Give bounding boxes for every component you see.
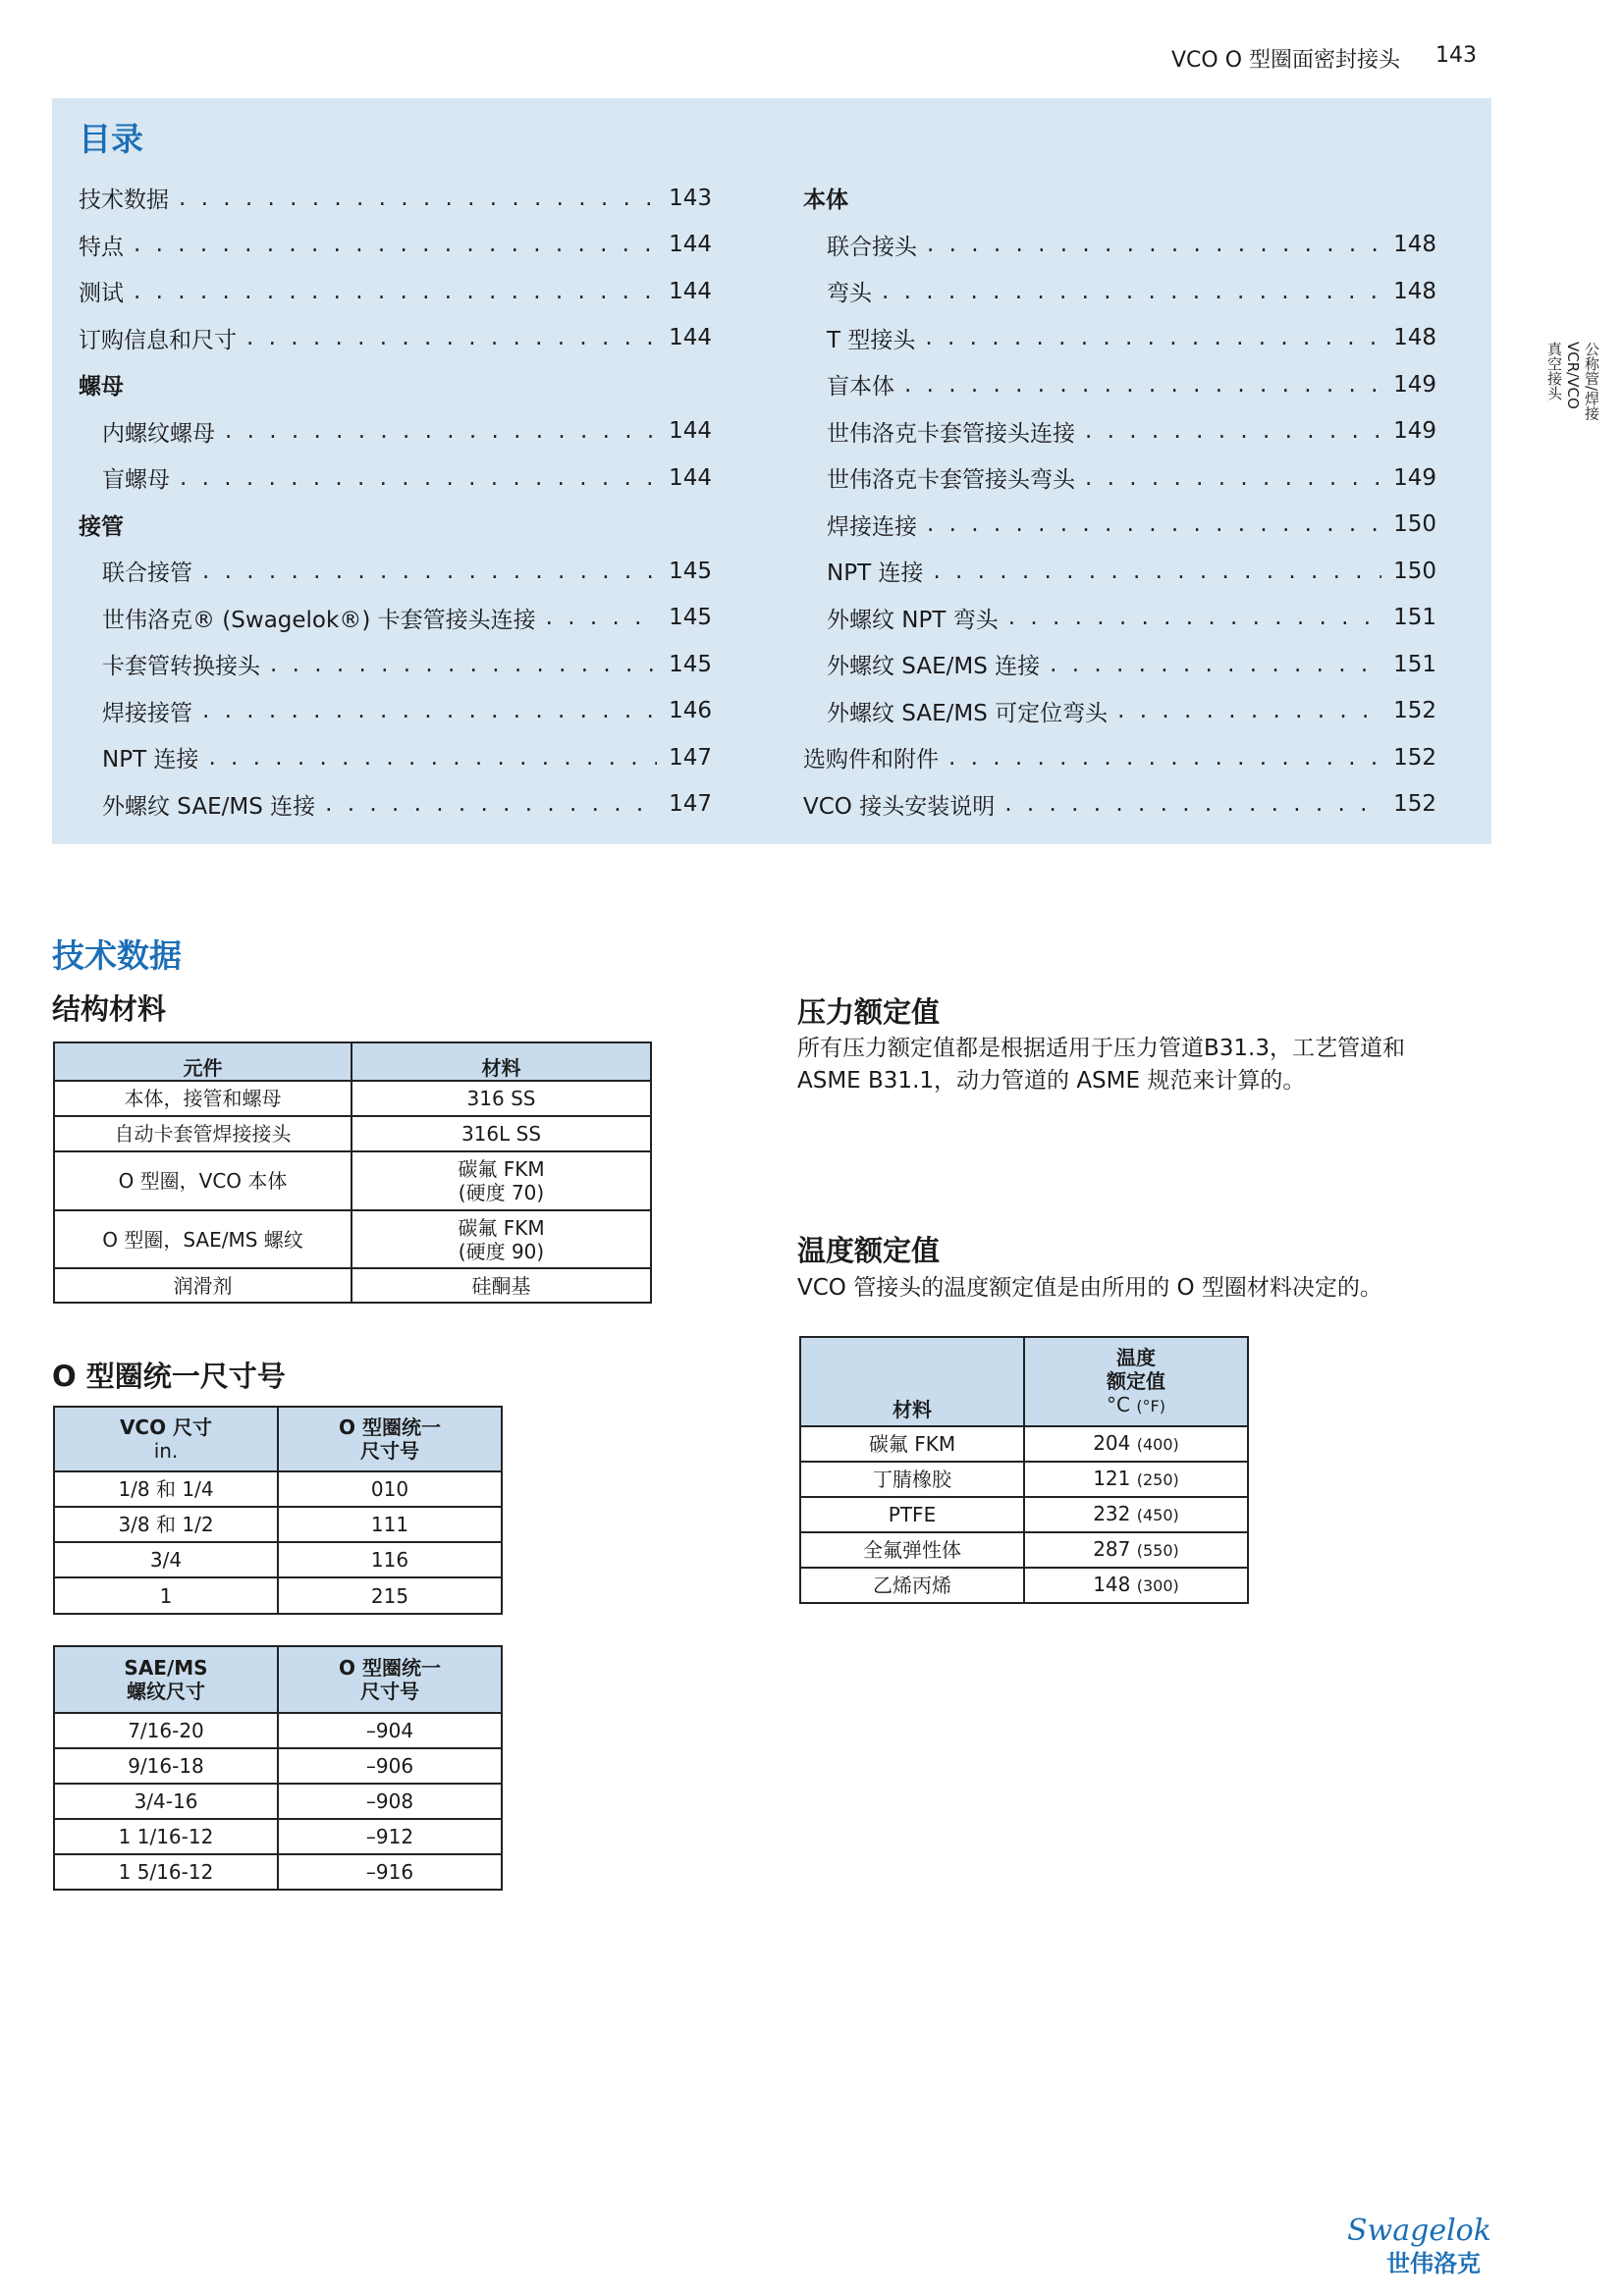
toc-entry-label: 外螺纹 SAE/MS 可定位弯头 (827, 700, 1109, 726)
oring-sae-table (53, 1645, 503, 1891)
toc-leader-dots (927, 511, 1381, 537)
toc-entry-label: 选购件和附件 (803, 747, 939, 774)
cell-line: 碳氟 FKM (458, 1215, 545, 1240)
toc-leader-dots (948, 745, 1381, 771)
toc-leader-dots (134, 279, 657, 304)
toc-entry-label: 盲螺母 (102, 467, 170, 494)
toc-leader-dots (904, 372, 1381, 398)
toc-entry-label: 螺母 (79, 374, 124, 400)
temp-c: 232 (1093, 1502, 1131, 1525)
table-cell: 3/8 和 1/2 (54, 1507, 278, 1542)
table-row (54, 1577, 502, 1614)
toc-leader-dots (882, 279, 1381, 304)
table-cell: 3/4 (54, 1542, 278, 1577)
table-cell: 润滑剂 (54, 1268, 352, 1303)
toc-entry-page: 147 (669, 791, 712, 818)
toc-entry[interactable] (803, 641, 1436, 688)
toc-leader-dots (202, 698, 657, 723)
oring-heading: O 型圈统一尺寸号 (52, 1360, 286, 1393)
logo-wordmark: Swagelok (1347, 2214, 1490, 2248)
table-cell: 丁腈橡胶 (800, 1462, 1024, 1497)
side-tab-line: 公称管/焊接 (1583, 342, 1600, 421)
side-tab-line: 真空接头 (1545, 342, 1563, 400)
table-row (54, 1713, 502, 1748)
toc-entry-label: 卡套管转换接头 (102, 654, 260, 680)
materials-table (53, 1041, 652, 1304)
toc-entry-page: 150 (1393, 511, 1436, 538)
toc-entry[interactable] (803, 222, 1436, 269)
table-row (800, 1426, 1248, 1462)
toc-entry-page: 152 (1393, 791, 1436, 818)
toc-entry[interactable] (803, 548, 1436, 595)
unit-c: °C (1106, 1392, 1130, 1416)
toc-leader-dots (270, 652, 657, 677)
header-title: VCO O 型圈面密封接头 (1170, 48, 1400, 73)
toc-entry (79, 361, 712, 408)
toc-entry[interactable] (803, 502, 1436, 549)
toc-entry (79, 502, 712, 549)
table-cell: 215 (278, 1577, 502, 1614)
toc-entry-page: 143 (669, 185, 712, 211)
table-header (54, 1646, 278, 1713)
table-of-contents (52, 98, 1491, 844)
toc-entry-page: 152 (1393, 698, 1436, 724)
unit-f: (°F) (1136, 1396, 1165, 1415)
temp-f: (450) (1136, 1506, 1179, 1524)
table-cell: PTFE (800, 1497, 1024, 1532)
table-cell: 自动卡套管焊接接头 (54, 1116, 352, 1151)
toc-entry[interactable] (79, 454, 712, 502)
toc-entry-label: 焊接连接 (827, 513, 917, 540)
table-cell: –904 (278, 1713, 502, 1748)
table-row (54, 1151, 651, 1210)
toc-leader-dots (179, 186, 657, 211)
table-cell: 1/8 和 1/4 (54, 1471, 278, 1507)
logo-graphic (1343, 2211, 1490, 2279)
header-line: 温度 (1116, 1345, 1156, 1369)
toc-entry[interactable] (79, 688, 712, 735)
table-row (800, 1532, 1248, 1568)
toc-entry[interactable] (803, 781, 1436, 828)
table-header (54, 1407, 278, 1471)
toc-leader-dots (933, 559, 1381, 584)
toc-entry-label: 世伟洛克卡套管接头弯头 (827, 467, 1075, 494)
toc-leader-dots (208, 745, 657, 771)
toc-entry[interactable] (79, 781, 712, 828)
toc-entry[interactable] (803, 268, 1436, 315)
pressure-heading: 压力额定值 (797, 995, 941, 1029)
section-title: 技术数据 (52, 936, 182, 975)
toc-entry-label: 焊接接管 (102, 700, 192, 726)
table-cell: 1 1/16-12 (54, 1819, 278, 1854)
toc-entry-label: VCO 接头安装说明 (803, 793, 996, 820)
toc-entry-label: 世伟洛克® (Swagelok®) 卡套管接头连接 (102, 607, 536, 633)
toc-entry[interactable] (803, 454, 1436, 502)
table-cell: 316 SS (352, 1081, 651, 1116)
cell-line: (硬度 90) (458, 1239, 545, 1263)
table-row (54, 1542, 502, 1577)
toc-entry-page: 150 (1393, 558, 1436, 584)
toc-entry[interactable] (803, 408, 1436, 455)
table-header (278, 1646, 502, 1713)
table-row (54, 1210, 651, 1268)
table-cell: –906 (278, 1748, 502, 1784)
toc-entry-label: NPT 连接 (102, 747, 199, 774)
page-header (1171, 43, 1477, 74)
header-line: 尺寸号 (360, 1439, 419, 1463)
toc-entry[interactable] (79, 408, 712, 455)
toc-entry-label: 联合接管 (102, 561, 192, 587)
toc-entry-page: 146 (669, 698, 712, 724)
table-row (54, 1116, 651, 1151)
table-cell: 116 (278, 1542, 502, 1577)
table-cell: –908 (278, 1784, 502, 1819)
table-header: 元件 (54, 1042, 352, 1081)
toc-left-column (79, 175, 712, 828)
table-row (54, 1819, 502, 1854)
header-line: 尺寸号 (360, 1680, 419, 1703)
table-header: 材料 (352, 1042, 651, 1081)
table-cell (1024, 1462, 1248, 1497)
toc-entry-page: 151 (1393, 605, 1436, 631)
toc-entry-label: 内螺纹螺母 (102, 420, 215, 447)
temperature-table (799, 1336, 1249, 1604)
toc-entry[interactable] (803, 315, 1436, 362)
toc-entry-label: 外螺纹 NPT 弯头 (827, 607, 999, 633)
table-cell: 010 (278, 1471, 502, 1507)
table-cell: 1 (54, 1577, 278, 1614)
toc-leader-dots (1004, 791, 1381, 817)
table-cell: 111 (278, 1507, 502, 1542)
table-cell: O 型圈，SAE/MS 螺纹 (54, 1210, 352, 1268)
text-line: ASME B31.1，动力管道的 ASME 规范来计算的。 (797, 1068, 1306, 1094)
toc-leader-dots (246, 325, 657, 350)
toc-leader-dots (134, 232, 657, 257)
table-row (800, 1568, 1248, 1603)
toc-entry-page: 148 (1393, 232, 1436, 258)
oring-vco-table (53, 1406, 503, 1615)
swagelok-logo (1343, 2211, 1490, 2279)
table-cell: 316L SS (352, 1116, 651, 1151)
table-header (278, 1407, 502, 1471)
logo-cn: 世伟洛克 (1386, 2250, 1481, 2277)
cell-line: (硬度 70) (458, 1181, 545, 1204)
toc-right-column (803, 175, 1436, 828)
toc-entry-page: 144 (669, 325, 712, 351)
toc-entry-page: 144 (669, 418, 712, 445)
toc-entry-label: NPT 连接 (827, 561, 924, 587)
temp-c: 121 (1093, 1467, 1131, 1490)
header-line: O 型圈统一 (339, 1415, 441, 1439)
toc-entry-label: 特点 (79, 234, 124, 260)
table-cell (1024, 1532, 1248, 1568)
page-number: 143 (1435, 43, 1477, 68)
toc-leader-dots (546, 605, 657, 630)
header-line: VCO 尺寸 (119, 1415, 213, 1439)
table-cell: 乙烯丙烯 (800, 1568, 1024, 1603)
table-cell: 7/16-20 (54, 1713, 278, 1748)
toc-entry[interactable] (79, 734, 712, 781)
table-cell: –916 (278, 1854, 502, 1890)
toc-entry-page: 148 (1393, 278, 1436, 304)
toc-leader-dots (927, 232, 1381, 257)
side-tab (1542, 342, 1600, 420)
toc-entry-page: 145 (669, 558, 712, 584)
table-cell: –912 (278, 1819, 502, 1854)
toc-entry-page: 147 (669, 744, 712, 771)
toc-entry-page: 149 (1393, 464, 1436, 491)
table-cell (1024, 1568, 1248, 1603)
table-row (54, 1081, 651, 1116)
table-cell: 本体，接管和螺母 (54, 1081, 352, 1116)
toc-entry[interactable] (803, 595, 1436, 642)
table-row (54, 1748, 502, 1784)
toc-title: 目录 (79, 120, 143, 158)
toc-leader-dots (1008, 605, 1381, 630)
header-line: O 型圈统一 (339, 1656, 441, 1680)
toc-leader-dots (1085, 465, 1381, 491)
toc-entry[interactable] (803, 734, 1436, 781)
table-row (54, 1507, 502, 1542)
toc-entry-page: 145 (669, 651, 712, 677)
toc-entry-label: 盲本体 (827, 374, 894, 400)
header-line: in. (153, 1439, 179, 1463)
toc-leader-dots (225, 418, 657, 444)
toc-entry[interactable] (79, 595, 712, 642)
temp-f: (400) (1136, 1435, 1179, 1454)
toc-entry[interactable] (79, 641, 712, 688)
toc-entry-label: T 型接头 (827, 327, 916, 353)
toc-entry-page: 151 (1393, 651, 1436, 677)
toc-entry[interactable] (803, 688, 1436, 735)
toc-entry-label: 联合接头 (827, 234, 917, 260)
table-header: 材料 (800, 1337, 1024, 1426)
toc-entry-label: 本体 (803, 187, 848, 214)
temp-c: 204 (1093, 1431, 1131, 1455)
toc-entry (803, 175, 1436, 222)
cell-line: 碳氟 FKM (458, 1157, 545, 1181)
toc-entry-page: 152 (1393, 744, 1436, 771)
table-row (800, 1497, 1248, 1532)
toc-entry-page: 149 (1393, 371, 1436, 398)
side-tab-line: VCR/VCO (1564, 342, 1582, 409)
toc-leader-dots (180, 465, 657, 491)
table-cell: 硅酮基 (352, 1268, 651, 1303)
materials-heading: 结构材料 (52, 992, 167, 1026)
toc-entry[interactable] (79, 175, 712, 222)
toc-leader-dots (1050, 652, 1381, 677)
text-line: 所有压力额定值都是根据适用于压力管道B31.3，工艺管道和 (797, 1036, 1405, 1061)
table-cell (352, 1210, 651, 1268)
toc-entry-page: 144 (669, 464, 712, 491)
toc-entry[interactable] (79, 222, 712, 269)
toc-entry-page: 144 (669, 278, 712, 304)
toc-leader-dots (202, 559, 657, 584)
toc-entry-label: 外螺纹 SAE/MS 连接 (102, 793, 316, 820)
toc-entry-label: 接管 (79, 513, 124, 540)
toc-leader-dots (325, 791, 657, 817)
table-cell: 1 5/16-12 (54, 1854, 278, 1890)
toc-entry-label: 测试 (79, 281, 124, 307)
table-cell: 9/16-18 (54, 1748, 278, 1784)
table-cell (1024, 1426, 1248, 1462)
toc-leader-dots (1085, 418, 1381, 444)
table-row (54, 1784, 502, 1819)
toc-entry[interactable] (79, 315, 712, 362)
table-row (54, 1268, 651, 1303)
table-cell (1024, 1497, 1248, 1532)
header-line: 额定值 (1107, 1368, 1165, 1393)
table-header (1024, 1337, 1248, 1426)
toc-entry-page: 145 (669, 605, 712, 631)
toc-entry-label: 弯头 (827, 281, 872, 307)
table-cell: O 型圈，VCO 本体 (54, 1151, 352, 1210)
temp-c: 287 (1093, 1537, 1131, 1561)
temp-f: (250) (1136, 1470, 1179, 1489)
table-row (54, 1854, 502, 1890)
table-cell: 3/4-16 (54, 1784, 278, 1819)
header-line (1031, 1393, 1241, 1418)
toc-leader-dots (1117, 698, 1381, 723)
toc-entry-page: 148 (1393, 325, 1436, 351)
table-row (800, 1462, 1248, 1497)
toc-entry-label: 订购信息和尺寸 (79, 327, 237, 353)
header-line: 螺纹尺寸 (127, 1680, 205, 1703)
temp-c: 148 (1093, 1573, 1131, 1596)
toc-entry-page: 149 (1393, 418, 1436, 445)
toc-leader-dots (925, 325, 1381, 350)
temperature-text: VCO 管接头的温度额定值是由所用的 O 型圈材料决定的。 (797, 1275, 1382, 1301)
toc-entry[interactable] (803, 361, 1436, 408)
table-cell: 碳氟 FKM (800, 1426, 1024, 1462)
temperature-heading: 温度额定值 (797, 1234, 941, 1267)
toc-entry-page: 144 (669, 232, 712, 258)
toc-entry[interactable] (79, 548, 712, 595)
pressure-text (797, 1033, 1485, 1097)
table-row (54, 1471, 502, 1507)
toc-entry[interactable] (79, 268, 712, 315)
toc-entry-label: 世伟洛克卡套管接头连接 (827, 420, 1075, 447)
temp-f: (300) (1136, 1576, 1179, 1595)
toc-entry-label: 外螺纹 SAE/MS 连接 (827, 654, 1041, 680)
table-cell (352, 1151, 651, 1210)
table-cell: 全氟弹性体 (800, 1532, 1024, 1568)
temp-f: (550) (1136, 1541, 1179, 1560)
toc-entry-label: 技术数据 (79, 187, 169, 214)
header-line: SAE/MS (124, 1656, 208, 1680)
